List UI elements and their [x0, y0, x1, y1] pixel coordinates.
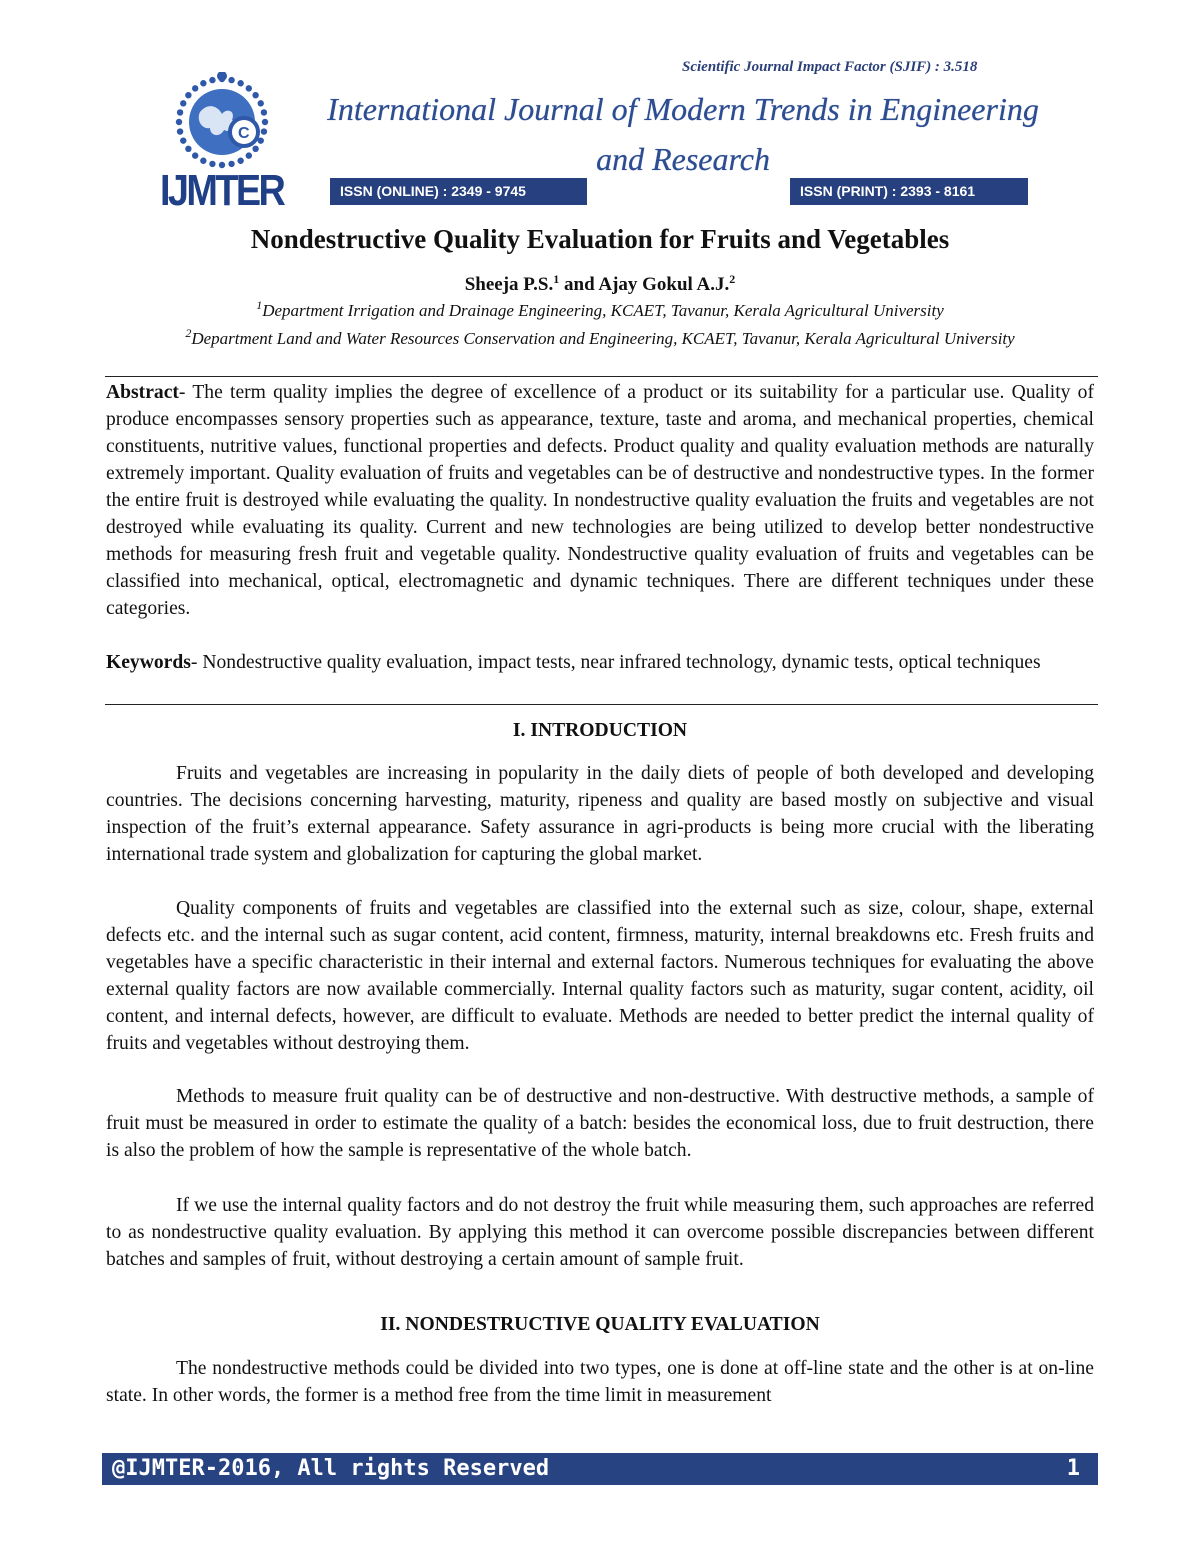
logo-dot: [192, 152, 198, 158]
paper-title: Nondestructive Quality Evaluation for Fruits and Vegetables: [250, 224, 950, 254]
svg-text:C: C: [238, 125, 250, 142]
logo-dot: [237, 158, 243, 164]
logo-dot: [258, 100, 264, 106]
logo-dot: [200, 158, 206, 164]
journal-logo-text: IJMTER: [160, 166, 284, 215]
logo-dot: [237, 80, 243, 86]
journal-title: [318, 84, 1048, 184]
logo-dot: [246, 85, 252, 91]
logo-dot: [180, 100, 186, 106]
logo-dot: [176, 119, 182, 125]
logo-dot: [228, 77, 234, 83]
logo-dot: [180, 137, 186, 143]
logo-dot: [252, 92, 258, 98]
logo-dot: [192, 85, 198, 91]
logo-dot: [185, 146, 191, 152]
footer-bar: [102, 1453, 1098, 1485]
impact-factor: Scientific Journal Impact Factor (SJIF) : 3.518: [682, 59, 978, 75]
section-heading: II. NONDESTRUCTIVE QUALITY EVALUATION: [380, 1314, 820, 1335]
logo-dot: [262, 119, 268, 125]
affiliation-text: Department Irrigation and Drainage Engineering, KCAET, Tavanur, Kerala Agricultural University: [262, 301, 944, 320]
journal-title-line1: International Journal of Modern Trends in Engineering: [327, 91, 1039, 127]
divider: [105, 376, 1098, 377]
paragraph: The nondestructive methods could be divided into two types, one is done at off-line state and the other is at on-line state. In other words, the former is a method free from the time limit in measurement: [106, 1358, 1094, 1406]
affiliation: [100, 326, 1100, 351]
page-number: 1: [1066, 1456, 1080, 1481]
affiliation-marker: 2: [185, 326, 192, 340]
journal-title-line2: and Research: [596, 141, 770, 177]
logo-dot: [177, 128, 183, 134]
logo-dot: [177, 109, 183, 115]
logo-dot: [252, 146, 258, 152]
keywords: [106, 649, 1094, 676]
paragraph: Quality components of fruits and vegetables are classified into the external such as size, colour, shape, external defects etc. and the internal such as sugar content, acid content, firmness, maturity, internal breakdowns etc. Fresh fruits and vegetables have a specific characteristic in their internal and external factors. Numerous techniques for evaluating the above external quality factors are now available commercially. Internal quality factors such as maturity, sugar content, acidity, oil content, and internal defects, however, are difficult to evaluate. Methods are needed to better predict the internal quality of fruits and vegetables without destroying them.: [106, 898, 1094, 1054]
abstract-text: - The term quality implies the degree of excellence of a product or its suitability for a particular use. Quality of produce encompasses sensory properties such as appearance, texture, taste and aroma, and mechanical properties, chemical constituents, nutritive values, functional properties and defects. Product quality and quality evaluation methods are naturally extremely important. Quality evaluation of fruits and vegetables can be of destructive and nondestructive types. In the former the entire fruit is destroyed while evaluating the quality. In nondestructive quality evaluation the fruits and vegetables are not destroyed while evaluating its quality. Current and new technologies are being utilized to develop better nondestructive methods for measuring fresh fruit and vegetable quality. Nondestructive quality evaluation of fruits and vegetables can be classified into mechanical, optical, electromagnetic and dynamic techniques. There are different techniques under these categories.: [106, 382, 1094, 619]
affiliation-text: Department Land and Water Resources Conservation and Engineering, KCAET, Tavanur, Kerala Agricultural University: [191, 329, 1015, 348]
logo-dot: [185, 92, 191, 98]
author-affiliation-marker: 2: [729, 272, 736, 286]
affiliation: [100, 298, 1100, 321]
author-name: Ajay Gokul A.J.: [598, 274, 730, 295]
abstract-label: Abstract: [106, 382, 179, 403]
logo-dot: [209, 77, 215, 83]
logo-dot: [261, 128, 267, 134]
issn-print-badge: ISSN (PRINT) : 2393 - 8161: [790, 178, 1028, 205]
section-heading: I. INTRODUCTION: [512, 720, 688, 741]
journal-logo-emblem: [170, 72, 280, 172]
divider: [105, 704, 1098, 705]
keywords-label: Keywords: [106, 652, 191, 673]
keywords-text: - Nondestructive quality evaluation, impact tests, near infrared technology, dynamic tests, optical techniques: [190, 652, 1041, 673]
author-joiner: and: [559, 274, 599, 295]
issn-online-badge: ISSN (ONLINE) : 2349 - 9745: [330, 178, 587, 205]
logo-dot: [246, 152, 252, 158]
paragraph: Methods to measure fruit quality can be of destructive and non-destructive. With destructive methods, a sample of fruit must be measured in order to estimate the quality of a batch: besides the economical loss, due to fruit destruction, there is also the problem of how the sample is representative of the whole batch.: [106, 1086, 1094, 1161]
paragraph: If we use the internal quality factors and do not destroy the fruit while measuring them, such approaches are referred to as nondestructive quality evaluation. By applying this method it can overcome possible discrepancies between different batches and samples of fruit, without destroying a certain amount of sample fruit.: [106, 1195, 1094, 1270]
abstract: [106, 379, 1094, 622]
logo-dot: [200, 80, 206, 86]
copyright-notice: @IJMTER-2016, All rights Reserved: [112, 1456, 550, 1481]
affiliation-marker: 1: [256, 298, 263, 312]
author-name: Sheeja P.S.: [464, 274, 554, 295]
logo-dot: [219, 76, 225, 82]
authors-line: [0, 274, 1200, 296]
paragraph: Fruits and vegetables are increasing in popularity in the daily diets of people of both developed and developing countries. The decisions concerning harvesting, maturity, ripeness and quality are based mostly on subjective and visual inspection of the fruit’s external appearance. Safety assurance in agri-products is being more crucial with the liberating international trade system and globalization for capturing the global market.: [106, 763, 1094, 865]
author-affiliation-marker: 1: [553, 272, 560, 286]
logo-dot: [261, 109, 267, 115]
